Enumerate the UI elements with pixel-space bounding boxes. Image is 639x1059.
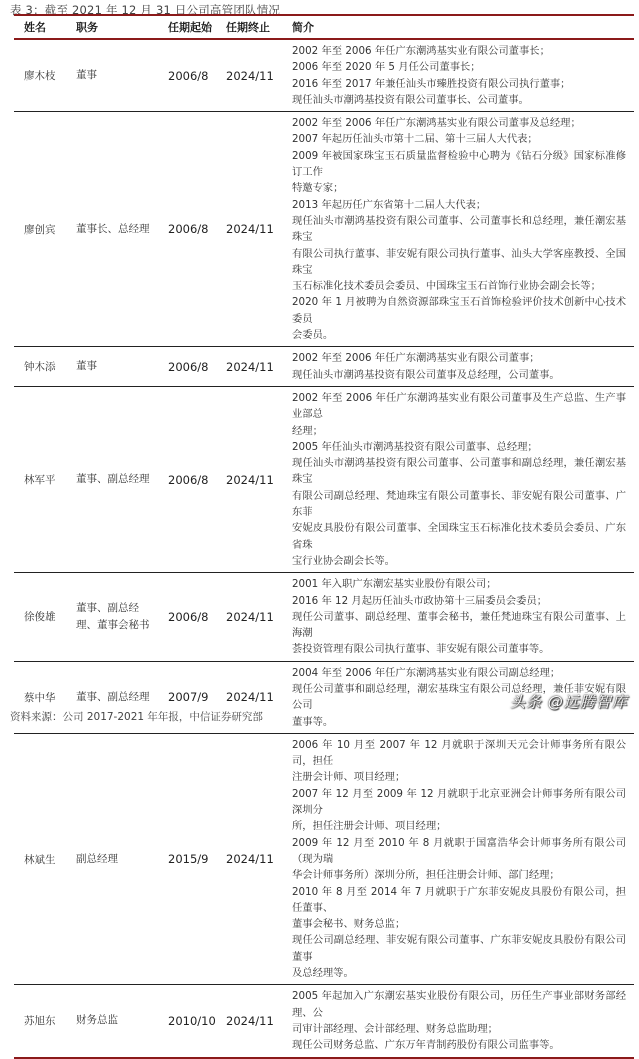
executive-table <box>14 14 634 1059</box>
term-end: 2024/11 <box>226 690 274 705</box>
table-row <box>14 112 634 347</box>
bio-line: 2005 年起加入广东潮宏基实业股份有限公司，历任生产事业部财务部经理、公 <box>292 990 626 1019</box>
bio-line: 司审计部经理、会计部经理、财务总监助理； <box>292 1022 498 1035</box>
bio-line: 现任公司财务总监、广东万年青制药股份有限公司监事等。 <box>292 1039 560 1052</box>
header-bio: 简介 <box>292 21 314 34</box>
executive-bio <box>278 112 634 346</box>
bio-line: 2007 年 12 月至 2009 年 12 月就职于北京亚洲会计师事务所有限公司深圳分 <box>292 787 626 817</box>
bio-line: 所，担任注册会计师、项目经理； <box>292 820 447 833</box>
term-start: 2006/8 <box>168 68 209 83</box>
executive-bio <box>278 573 634 660</box>
executive-title-line: 董事、副总经 <box>76 601 139 614</box>
bio-line: 2016 年至 2017 年兼任汕头市臻胜投资有限公司执行董事； <box>292 77 571 90</box>
bio-line: 2002 年至 2006 年任广东潮鸿基实业有限公司董事长； <box>292 45 550 57</box>
table-row <box>14 387 634 573</box>
executive-title: 董事 <box>76 360 97 373</box>
bio-line: 2020 年 1 月被聘为自然资源部珠宝玉石首饰检验评价技术创新中心技术委员 <box>292 296 626 325</box>
bio-line: 2013 年起历任广东省第十二届人大代表； <box>292 198 487 211</box>
term-end: 2024/11 <box>226 359 274 374</box>
bio-line: 安妮皮具股份有限公司董事、全国珠宝玉石标准化技术委员会委员、广东省珠 <box>292 522 626 551</box>
term-end: 2024/11 <box>226 222 274 237</box>
term-start: 2007/9 <box>168 690 209 705</box>
bio-line: 2007 年起历任汕头市第十二届、第十三届人大代表； <box>292 133 538 146</box>
term-end: 2024/11 <box>226 1013 274 1028</box>
header-name: 姓名 <box>24 21 46 34</box>
bio-line: 现任公司董事、副总经理、董事会秘书，兼任梵迪珠宝有限公司董事、上海潮 <box>292 610 626 640</box>
term-end: 2024/11 <box>226 68 274 83</box>
bio-line: 经理； <box>292 424 323 437</box>
bio-line: 荟投资管理有限公司执行董事、菲安妮有限公司董事等。 <box>292 643 550 656</box>
watermark: 头条 @远腾智库 <box>510 693 628 711</box>
term-end: 2024/11 <box>226 609 274 624</box>
executive-bio <box>278 387 634 572</box>
executive-name: 林军平 <box>24 474 56 487</box>
executive-name: 徐俊雄 <box>24 611 56 624</box>
bio-line: 及总经理等。 <box>292 967 354 980</box>
executive-title: 董事、副总经理 <box>76 473 150 486</box>
executive-title: 财务总监 <box>76 1014 118 1027</box>
term-end: 2024/11 <box>226 472 274 487</box>
bio-line: 特邀专家； <box>292 182 344 195</box>
executive-title-line: 理、董事会秘书 <box>76 618 150 631</box>
bio-line: 2002 年至 2006 年任广东潮鸿基实业有限公司董事及生产总监、生产事业部总 <box>292 391 626 421</box>
bio-line: 2006 年至 2020 年 5 月任公司董事长； <box>292 61 481 74</box>
executive-title: 董事长、总经理 <box>76 222 150 235</box>
table-row <box>14 40 634 112</box>
bio-line: 现任汕头市潮鸿基投资有限公司董事及总经理，公司董事。 <box>292 368 560 381</box>
term-end: 2024/11 <box>226 852 274 867</box>
bio-line: 2005 年任汕头市潮鸿基投资有限公司董事、总经理； <box>292 440 538 453</box>
bio-line: 现任公司副总经理、菲安妮有限公司董事、广东菲安妮皮具股份有限公司董事 <box>292 934 626 963</box>
executive-name: 廖木枝 <box>24 70 56 83</box>
bio-line: 会委员。 <box>292 329 334 342</box>
bio-line: 有限公司副总经理、梵迪珠宝有限公司董事长、菲安妮有限公司董事、广东菲 <box>292 489 626 519</box>
bio-line: 2009 年 12 月至 2010 年 8 月就职于国富浩华会计师事务所有限公司（现为瑞 <box>292 836 626 865</box>
executive-bio <box>278 985 634 1056</box>
term-start: 2010/10 <box>168 1013 216 1028</box>
bio-line: 董事等。 <box>292 715 334 728</box>
term-start: 2006/8 <box>168 222 209 237</box>
bio-line: 2010 年 8 月至 2014 年 7 月就职于广东菲安妮皮具股份有限公司，担任董事、 <box>292 885 626 914</box>
table-row <box>14 573 634 661</box>
executive-title: 董事 <box>76 69 97 82</box>
executive-name: 廖创宾 <box>24 223 56 236</box>
bio-line: 现任汕头市潮鸿基投资有限公司董事长、公司董事。 <box>292 93 529 106</box>
bio-line: 现任公司董事和副总经理，潮宏基珠宝有限公司总经理，兼任菲安妮有限公司 <box>292 682 626 712</box>
executive-title: 董事、副总经理 <box>76 690 150 703</box>
bio-line: 现任汕头市潮鸿基投资有限公司董事、公司董事长和总经理，兼任潮宏基珠宝 <box>292 214 626 244</box>
header-start: 任期起始 <box>168 21 212 34</box>
table-row <box>14 734 634 985</box>
term-start: 2006/8 <box>168 609 209 624</box>
table-row <box>14 985 634 1058</box>
source-note: 资料来源：公司 2017-2021 年年报，中信证券研究部 <box>10 711 263 723</box>
bio-line: 2009 年被国家珠宝玉石质量监督检验中心聘为《钻石分级》国家标准修订工作 <box>292 149 626 179</box>
table-body <box>14 40 634 1059</box>
bio-line: 2001 年入职广东潮宏基实业股份有限公司； <box>292 578 497 591</box>
bio-line: 2004 年至 2006 年任广东潮鸿基实业有限公司副总经理； <box>292 666 561 679</box>
table-caption: 表 3：截至 2021 年 12 月 31 日公司高管团队情况 <box>10 3 281 17</box>
executive-bio <box>278 734 634 984</box>
bio-line: 现任汕头市潮鸿基投资有限公司董事、公司董事和副总经理，兼任潮宏基珠宝 <box>292 457 626 486</box>
bio-line: 注册会计师、项目经理； <box>292 771 406 784</box>
header-end: 任期终止 <box>226 21 270 34</box>
bio-line: 2016 年 12 月起历任汕头市政协第十三届委员会委员； <box>292 594 548 607</box>
term-start: 2006/8 <box>168 472 209 487</box>
executive-name: 苏旭东 <box>24 1015 56 1028</box>
executive-title: 副总经理 <box>76 852 118 865</box>
executive-bio <box>278 347 634 386</box>
header-title: 职务 <box>76 21 98 34</box>
bio-line: 有限公司执行董事、菲安妮有限公司执行董事、汕头大学客座教授、全国珠宝 <box>292 247 626 276</box>
executive-name: 蔡中华 <box>24 691 56 704</box>
bio-line: 玉石标准化技术委员会委员、中国珠宝玉石首饰行业协会副会长等； <box>292 280 601 293</box>
table-header <box>14 16 634 40</box>
bio-line: 2006 年 10 月至 2007 年 12 月就职于深圳天元会计师事务所有限公司，担任 <box>292 738 626 768</box>
term-start: 2006/8 <box>168 359 209 374</box>
executive-name: 林斌生 <box>24 853 56 866</box>
bio-line: 2002 年至 2006 年任广东潮鸿基实业有限公司董事； <box>292 352 540 365</box>
executive-bio <box>278 40 634 111</box>
bio-line: 2002 年至 2006 年任广东潮鸿基实业有限公司董事及总经理； <box>292 117 581 130</box>
executive-title <box>68 600 156 634</box>
executive-name: 钟木添 <box>24 361 56 374</box>
bio-line: 宝行业协会副会长等。 <box>292 554 395 567</box>
bio-line: 华会计师事务所）深圳分所，担任注册会计师、部门经理； <box>292 869 560 882</box>
term-start: 2015/9 <box>168 852 209 867</box>
table-row <box>14 347 634 387</box>
bio-line: 董事会秘书、财务总监； <box>292 918 406 931</box>
